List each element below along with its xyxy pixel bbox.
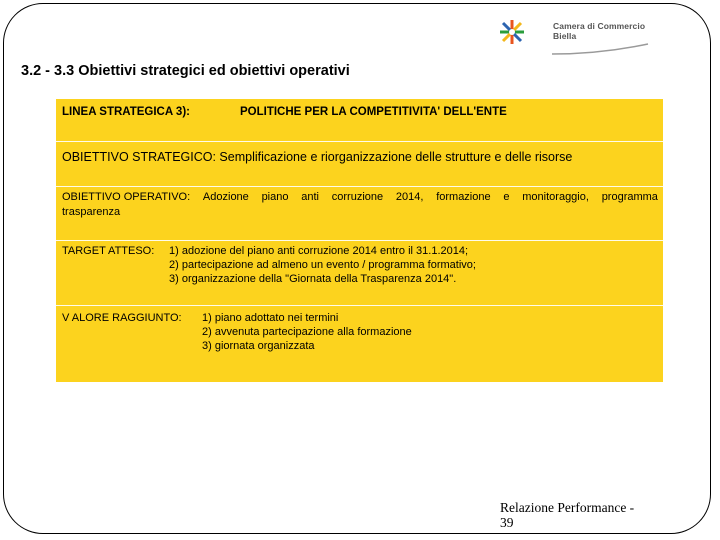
logo-text (553, 21, 645, 41)
page-title: 3.2 - 3.3 Obiettivi strategici ed obiettivi operativi (21, 63, 350, 79)
target-item: 1) adozione del piano anti corruzione 2014 entro il 31.1.2014; (169, 245, 469, 257)
obiettivo-operativo-line-1 (62, 191, 658, 203)
word: formazione (436, 191, 491, 203)
objectives-panel (56, 99, 663, 382)
obiettivo-operativo-line-2: trasparenza (62, 206, 121, 218)
obiettivo-operativo-row (56, 187, 663, 240)
footer-page-label: Relazione Performance - 39 (500, 500, 635, 530)
target-item: 3) organizzazione della "Giornata della Trasparenza 2014". (169, 273, 457, 285)
word: anti (301, 191, 319, 203)
target-atteso-row (56, 241, 663, 305)
logo-swoosh (550, 42, 650, 56)
logo-line-1: Camera di Commercio (553, 21, 646, 31)
obiettivo-strategico-text: OBIETTIVO STRATEGICO: Semplificazione e riorganizzazione delle strutture e delle risorse (62, 150, 573, 164)
target-item: 2) partecipazione ad almeno un evento / programma formativo; (169, 259, 476, 271)
star-logo-icon (500, 20, 524, 44)
linea-strategica-row (56, 99, 663, 141)
word: e (503, 191, 510, 203)
valore-label: V ALORE RAGGIUNTO: (62, 312, 182, 324)
valore-item: 1) piano adottato nei termini (202, 312, 339, 324)
word: corruzione (331, 191, 384, 203)
word: 2014, (395, 191, 424, 203)
word: programma (601, 191, 658, 203)
obiettivo-strategico-row (56, 142, 663, 186)
valore-item: 3) giornata organizzata (202, 340, 315, 352)
target-label: TARGET ATTESO: (62, 245, 155, 257)
obiettivo-operativo-label: OBIETTIVO OPERATIVO: (62, 191, 191, 203)
word: Adozione (202, 191, 249, 203)
valore-item: 2) avvenuta partecipazione alla formazione (202, 326, 412, 338)
linea-value: POLITICHE PER LA COMPETITIVITA' DELL'ENTE (240, 106, 507, 118)
word: piano (261, 191, 289, 203)
logo-line-2: Biella (553, 31, 577, 41)
word: monitoraggio, (522, 191, 589, 203)
linea-label: LINEA STRATEGICA 3): (62, 106, 190, 118)
valore-raggiunto-row (56, 306, 663, 382)
